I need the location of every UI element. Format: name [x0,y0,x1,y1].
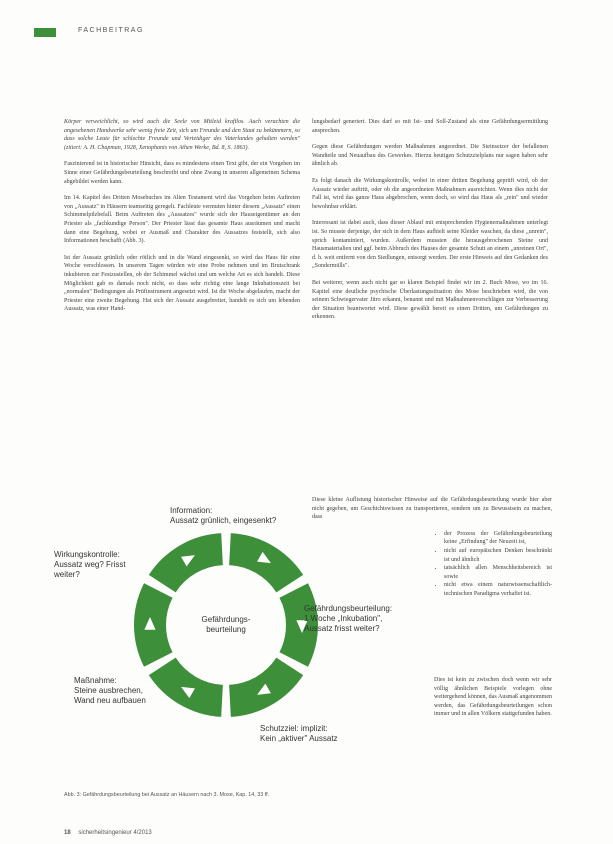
label-line: Maßnahme: [74,676,117,685]
quote-paragraph: Körper verweichlicht, so wird auch die Seele von Mitleid kraftlos. Auch verachten die angesehenen Handwerke sehr wenig freie Zeit, sich um Freunde und den Staat zu bekümmern, so dass solche Leute für schlechte Freunde und Verteidiger des Vaterlandes gehalten werden" (zitiert: A. H. Chapman, 1928, Xenophanis von Athen Werke, Bd. 8, S. 1863). [64,119,300,151]
list-item: • nicht auf europäischen Denken beschränkt ist und ähnlich [444,547,552,564]
body-paragraph: Dies ist kein zu zwischen doch wenn wir sehr völlig ähnlichen Beispiele vorlegen ohne weitergehend können, das Ausmaß angenommen werden, das Gefährdungsbeurteilungen schon immer und in allen Völkern stattgefunden haben. [434,677,552,718]
label-line: Wand neu aufbauen [74,696,146,705]
list-item: • der Prozess der Gefährdungsbeurteilung keine „Erfindung" der Neuzeit ist, [444,530,552,547]
label-line: 1 Woche „Inkubation", [304,614,383,623]
center-label-line: Gefährdungs- [201,615,251,624]
body-paragraph: Im 14. Kapitel des Dritten Mosebuches im Alten Testament wird das Vorgehen beim Auftreten von „Aussatz" in Häusern teamseitig geregelt. Fachleute vermuten hinter diesem „Aussatz" einen Schimmelpilzbefall. Beim Auftreten des „Aussatzes" wurde sich der Hauseigentümer an den Priester als „fachkundige Person". Der Priester lässt das gesamte Haus ausräumen und macht dann eine Begehung, wobei er Ausmaß und Charakter des Aussatzes feststellt, sich also Informationen beschafft (Abb. 3). [64,195,300,245]
cycle-segment [229,533,303,592]
label-line: Aussatz weg? Frisst [54,560,126,569]
label-line: Schutzziel: implizit: [260,724,328,733]
body-paragraph: Faszinierend ist in historischer Hinsicht, dass es mindestens einen Text gibt, der ein Vorgehen im Sinne einer Gefährdungsbeurteilung beschreibt und ohne Zwang in unseren allgemeinen Schema abgebildet werden kann. [64,161,300,185]
list-item: • nicht etwa einem naturwissenschaftlich-technischen Paradigma verhaftet ist. [444,581,552,598]
label-line: Wirkungskontrolle: [54,550,120,559]
figure-caption: Abb. 3: Gefährdungsbeurteilung bei Aussatz an Häusern nach 3. Mose, Kap. 14, 33 ff. [64,792,270,798]
label-schutzziel [260,724,338,744]
label-line: weiter? [54,570,80,579]
diagram-center-label [186,615,266,635]
body-paragraph: Ist der Aussatz grünlich oder rötlich und in die Wand eingesenkt, so wird das Haus für eine Woche verschlossen. In unserem Tagen würden wir eine Probe nehmen und im Brutschrank inkubieren zur Festzustellen, ob der Schimmel wächst und um welche Art es sich handelt. Diese Möglichkeit gab es damals noch nicht, so dass sehr richtig eine lange Inkubationszeit bei „normalen" Bedingungen als Prüfinstrument angesetzt wird. Ist die Woche abgelaufen, macht der Priester eine zweite Begehung. Hat sich der Aussatz ausgebreitet, handelt es sich um lebenden Aussatz, was einer Hand- [64,254,300,313]
right-narrow-column-end [434,676,552,727]
page-number: 18 [64,830,71,836]
body-paragraph: Gegen diese Gefährdungen werden Maßnahmen angeordnet. Die Steinsetzer der befallenen Wandteile und Neuaufbau des Gewerkes. Hierzu heutigen Schutzzielplans nur sagen haben sehr ähnlich ab. [312,144,548,168]
journal-name: sicherheitsingenieur 4/2013 [78,830,152,836]
page-footer [64,830,152,836]
cycle-diagram [46,480,436,780]
body-paragraph: Es folgt danach die Wirkungskontrolle, wobei in einer dritten Begehung geprüft wird, ob der Aussatz wieder auftritt, oder ob die angeordneten Maßnahmen ausreichten. Wenn dies nicht der Fall ist, wird das ganze Haus abgebrochen, wenn doch, so wird das Haus als „rein" und wieder bewohnbar erklärt. [312,177,548,210]
cycle-segment [149,658,223,717]
header-accent-bar [34,28,56,37]
label-line: Aussatz grünlich, eingesenkt? [170,516,277,525]
body-paragraph: Interessant ist dabei auch, dass dieser Ablauf mit entsprechenden Hygienemaßnahmen unterlegt ist. So musste derjenige, der sich in dem Haus aufhielt seine Kleider waschen, da diese „unrein", sprich kontaminiert, wurden. Außerdem mussten die herausgebrochenen Steine und Hausmaterialien und ggf. beim Abbruch des Hauses der gesamte Schutt an einem „unreinen Ort", d. h. weit entfernt von den Siedlungen, entsorgt werden. Der erste Hinweis auf den Gedanken des „Sondermülls". [312,220,548,270]
bullet-list [434,530,552,599]
label-wirkungskontrolle [54,550,126,580]
body-paragraph: Bei weiterer, wenn auch nicht gar so klaren Beispiel findet wir im 2. Buch Mose, wo im 16. Kapitel eine deutliche psychische Überlastungssituation des Mose beschrieben wird, die von seinem Schwiegervater Jitro erkannt, benannt und mit Maßnahmenvorschlägen zur Verbesserung der Situation beantwortet wird. Diese gewählt bereit es einen Dritten, um Gefährdungen zu erkennen. [312,279,548,321]
section-label: FACHBEITRAG [78,27,144,34]
left-column [64,118,300,322]
label-line: Steine ausbrechen, [74,686,143,695]
body-paragraph: lungsbedarf generiert. Dies darf so mit Ist- und Soll-Zustand als eine Gefährdungsermittlung ansprechen. [312,119,548,134]
label-line: Information: [170,506,213,515]
label-line: Aussatz frisst weiter? [304,624,380,633]
list-item: • tatsächlich allen Menschheitsbereich ist sowie [444,564,552,581]
right-narrow-column [312,496,552,607]
center-label-line: beurteilung [206,625,246,634]
body-paragraph: Diese kleine Auflistung historischer Hinweise auf die Gefährdungsbeurteilung wurde hier aber nicht gegeben, um Geschichtswissen zu transportieren, sondern um zu Bewusstsein zu machen, dass [312,497,552,521]
label-beurteilung [304,604,392,634]
label-information [170,506,276,526]
label-line: Gefährdungsbeurteilung: [304,604,393,613]
label-line: Kein „aktiver" Aussatz [260,734,338,743]
right-column [312,118,548,330]
label-massnahme [74,676,146,706]
